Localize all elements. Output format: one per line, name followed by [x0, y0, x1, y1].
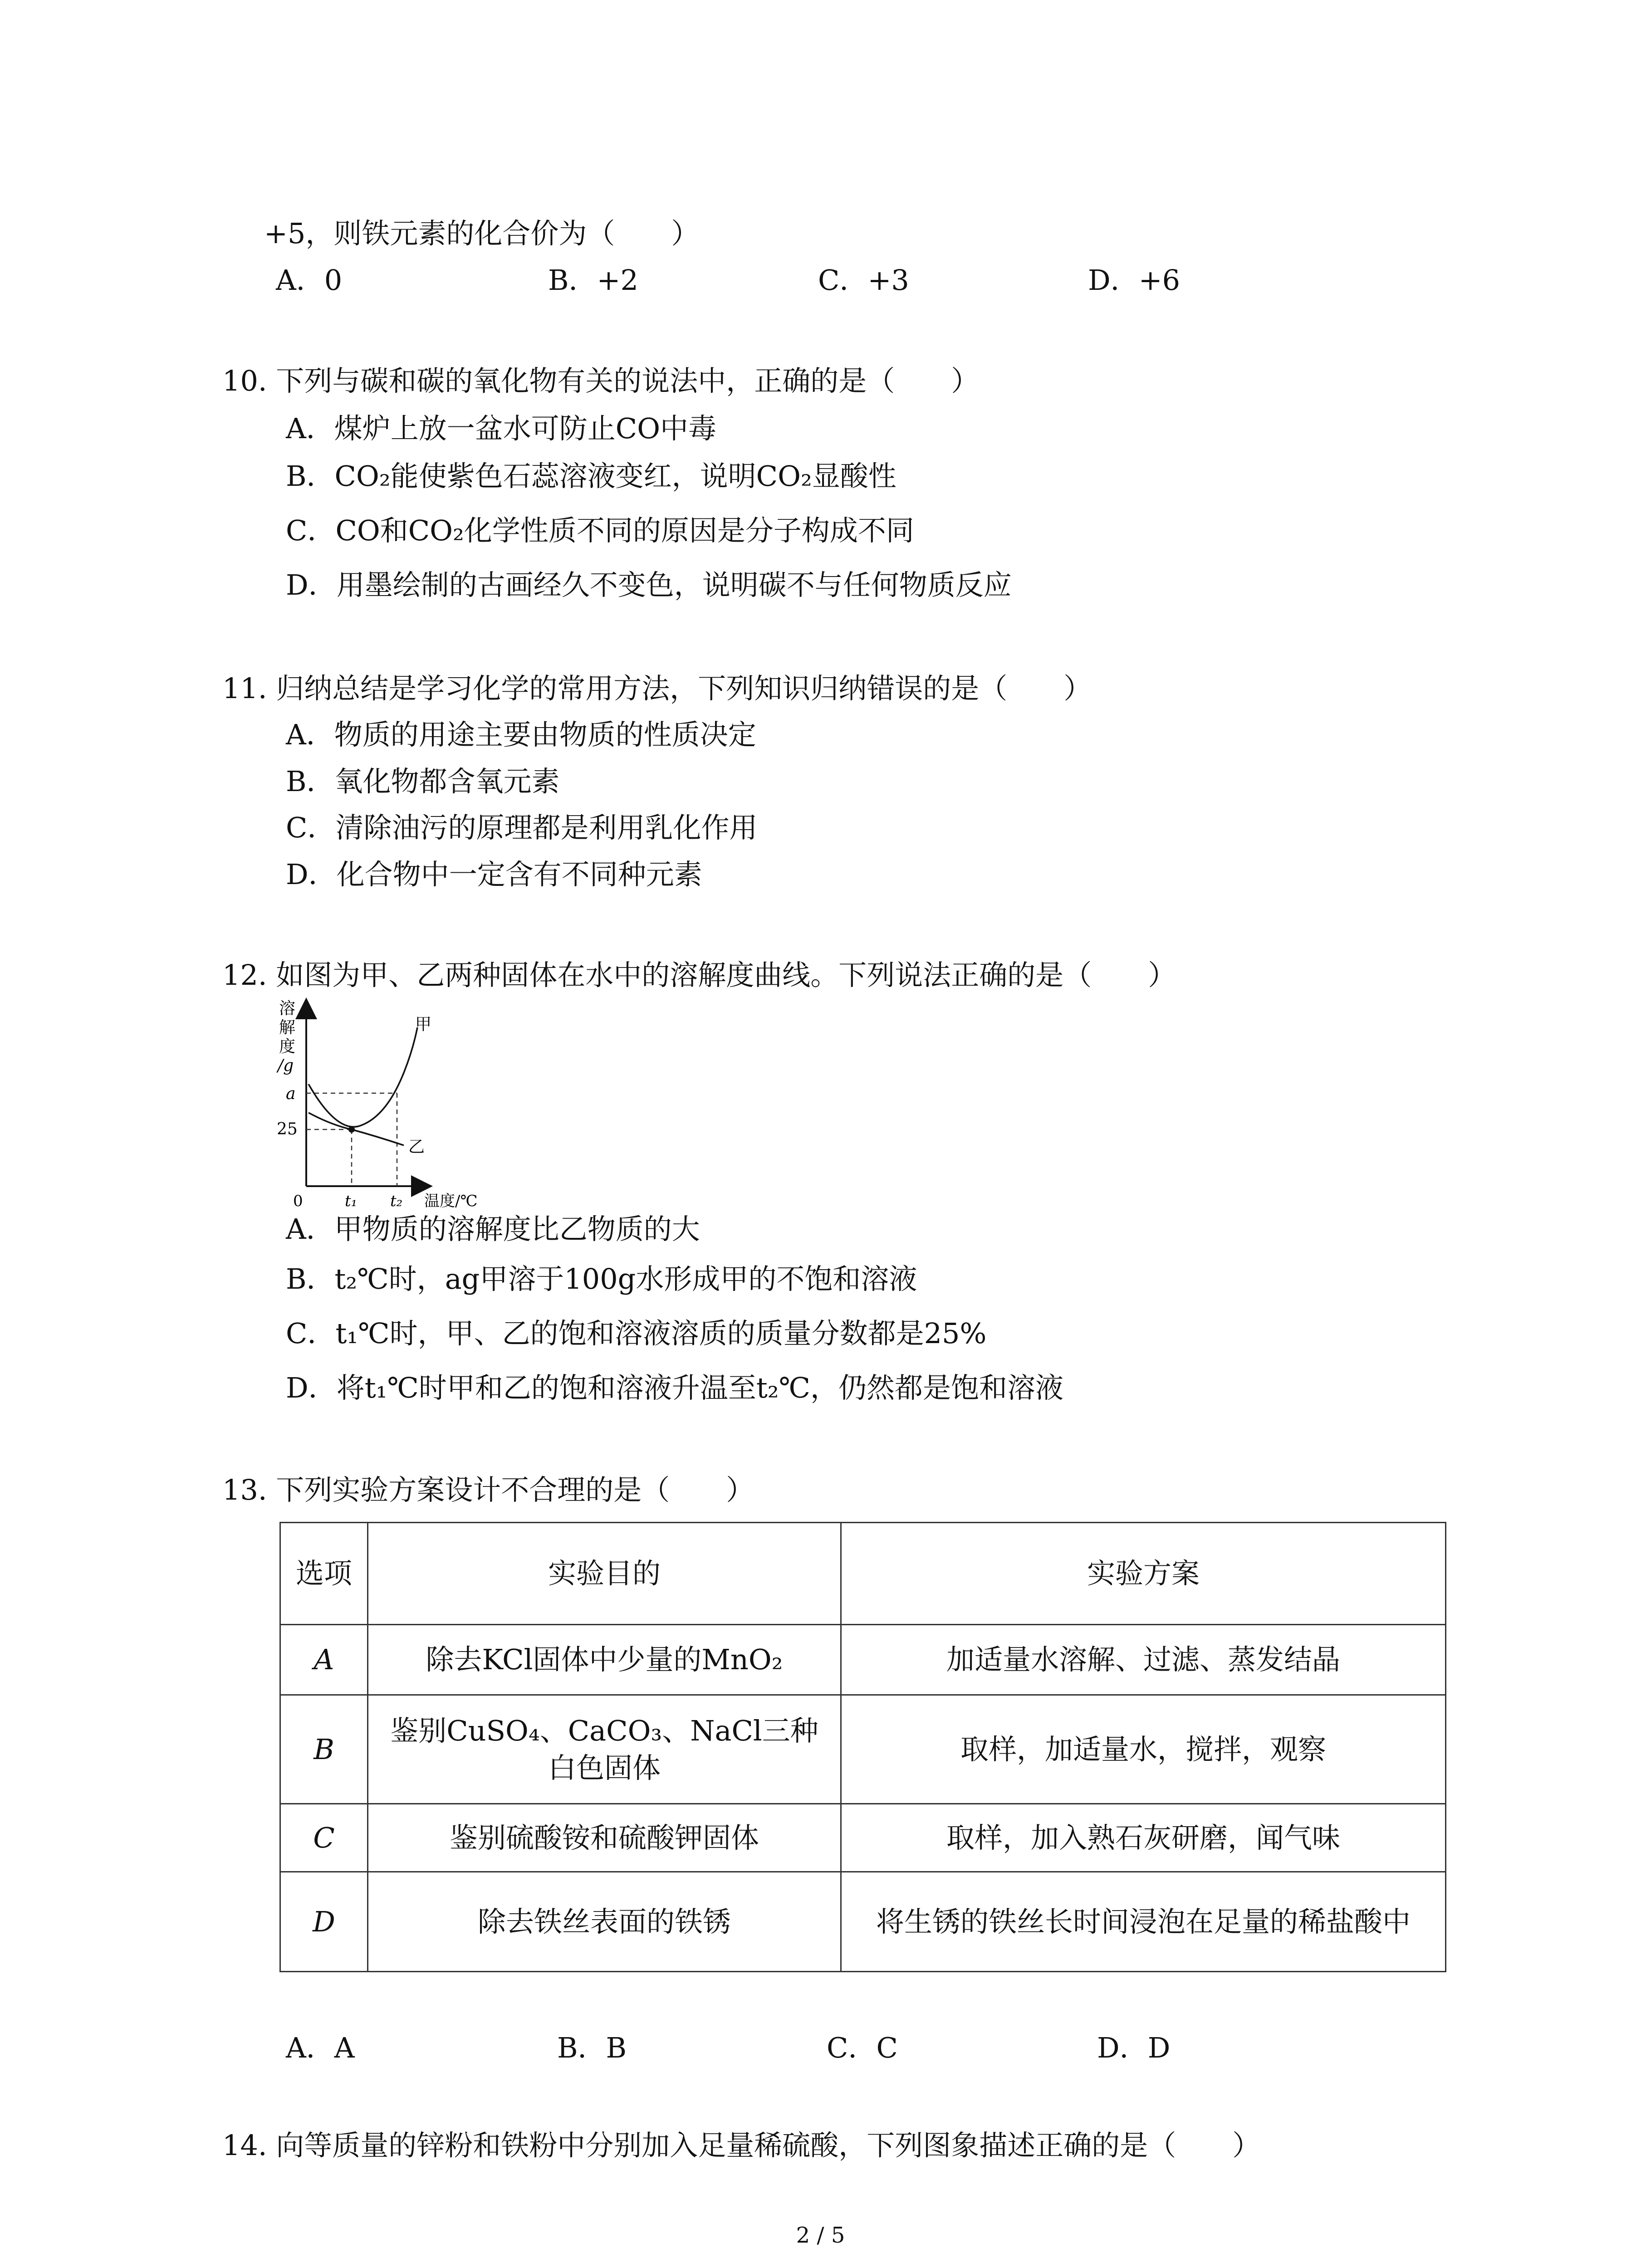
row-c-option: C — [280, 1804, 368, 1872]
header-plan: 实验方案 — [841, 1523, 1446, 1625]
q12-stem: 12. 如图为甲、乙两种固体在水中的溶解度曲线。下列说法正确的是（ ） — [222, 958, 1176, 992]
row-a-goal: 除去KCl固体中少量的MnO₂ — [368, 1625, 841, 1695]
q9-options — [276, 262, 1365, 298]
row-b-plan: 取样，加适量水，搅拌，观察 — [841, 1695, 1446, 1804]
q13-option-a[interactable]: A．A — [286, 2031, 355, 2064]
table-row — [280, 1804, 1446, 1872]
y-axis-label-4: /g — [278, 1056, 294, 1075]
row-c-goal: 鉴别硫酸铵和硫酸钾固体 — [368, 1804, 841, 1872]
q9-option-c[interactable]: C．+3 — [818, 264, 909, 297]
q11-option-d[interactable]: D．化合物中一定含有不同种元素 — [286, 858, 702, 891]
q11-option-c[interactable]: C．清除油污的原理都是利用乳化作用 — [286, 811, 758, 844]
x-axis-label: 温度/℃ — [424, 1192, 478, 1210]
row-b-option: B — [280, 1695, 368, 1804]
table-row — [280, 1872, 1446, 1972]
x-tick-t1: t₁ — [345, 1192, 358, 1210]
q13-option-c[interactable]: C．C — [827, 2031, 898, 2064]
table-row — [280, 1695, 1446, 1804]
row-a-plan: 加适量水溶解、过滤、蒸发结晶 — [841, 1625, 1446, 1695]
y-axis-label-2: 解 — [279, 1018, 296, 1037]
intersection-point — [348, 1126, 355, 1133]
q13-options — [286, 2030, 1375, 2066]
solubility-chart — [268, 996, 504, 1222]
q13-option-d[interactable]: D．D — [1097, 2031, 1171, 2064]
row-c-plan: 取样，加入熟石灰研磨，闻气味 — [841, 1804, 1446, 1872]
page-number: 2 / 5 — [796, 2223, 845, 2248]
row-d-plan: 将生锈的铁丝长时间浸泡在足量的稀盐酸中 — [841, 1872, 1446, 1972]
row-b-goal: 鉴别CuSO₄、CaCO₃、NaCl三种白色固体 — [368, 1695, 841, 1804]
y-axis-label-3: 度 — [279, 1037, 296, 1056]
q11-stem: 11. 归纳总结是学习化学的常用方法，下列知识归纳错误的是（ ） — [222, 672, 1092, 705]
q12-option-c[interactable]: C．t₁℃时，甲、乙的饱和溶液溶质的质量分数都是25% — [286, 1317, 987, 1350]
q10-option-d[interactable]: D．用墨绘制的古画经久不变色，说明碳不与任何物质反应 — [286, 568, 1012, 601]
q10-stem: 10. 下列与碳和碳的氧化物有关的说法中，正确的是（ ） — [222, 364, 980, 397]
q9-option-d[interactable]: D．+6 — [1088, 264, 1181, 297]
row-d-option: D — [280, 1872, 368, 1972]
q9-option-a[interactable]: A．0 — [276, 264, 343, 297]
q11-option-b[interactable]: B．氧化物都含氧元素 — [286, 765, 560, 798]
x-tick-t2: t₂ — [390, 1192, 403, 1210]
q9-stem-continuation: +5，则铁元素的化合价为（ ） — [264, 217, 700, 250]
q11-option-a[interactable]: A．物质的用途主要由物质的性质决定 — [286, 718, 756, 751]
table-row — [280, 1625, 1446, 1695]
q10-option-c[interactable]: C．CO和CO₂化学性质不同的原因是分子构成不同 — [286, 514, 914, 547]
header-option: 选项 — [280, 1523, 368, 1625]
q10-option-b[interactable]: B．CO₂能使紫色石蕊溶液变红，说明CO₂显酸性 — [286, 459, 896, 493]
q13-stem: 13. 下列实验方案设计不合理的是（ ） — [222, 1473, 754, 1506]
header-goal: 实验目的 — [368, 1523, 841, 1625]
q12-option-a[interactable]: A．甲物质的溶解度比乙物质的大 — [286, 1212, 700, 1246]
y-axis-label-1: 溶 — [279, 999, 296, 1018]
row-d-goal: 除去铁丝表面的铁锈 — [368, 1872, 841, 1972]
q14-stem: 14. 向等质量的锌粉和铁粉中分别加入足量稀硫酸，下列图象描述正确的是（ ） — [222, 2129, 1261, 2162]
series-jia-label: 甲 — [415, 1015, 432, 1034]
q13-option-b[interactable]: B．B — [557, 2031, 627, 2064]
series-jia-curve — [309, 1027, 417, 1127]
q12-option-d[interactable]: D．将t₁℃时甲和乙的饱和溶液升温至t₂℃，仍然都是饱和溶液 — [286, 1371, 1063, 1404]
origin-label: 0 — [293, 1192, 303, 1210]
q9-option-b[interactable]: B．+2 — [548, 264, 638, 297]
table-header-row — [280, 1523, 1446, 1625]
y-tick-a: a — [286, 1085, 296, 1103]
series-yi-label: 乙 — [408, 1138, 425, 1156]
y-tick-25: 25 — [277, 1120, 298, 1139]
experiment-table — [279, 1522, 1446, 1972]
row-a-option: A — [280, 1625, 368, 1695]
q12-option-b[interactable]: B．t₂℃时，ag甲溶于100g水形成甲的不饱和溶液 — [286, 1262, 917, 1295]
q10-option-a[interactable]: A．煤炉上放一盆水可防止CO中毒 — [286, 412, 717, 445]
